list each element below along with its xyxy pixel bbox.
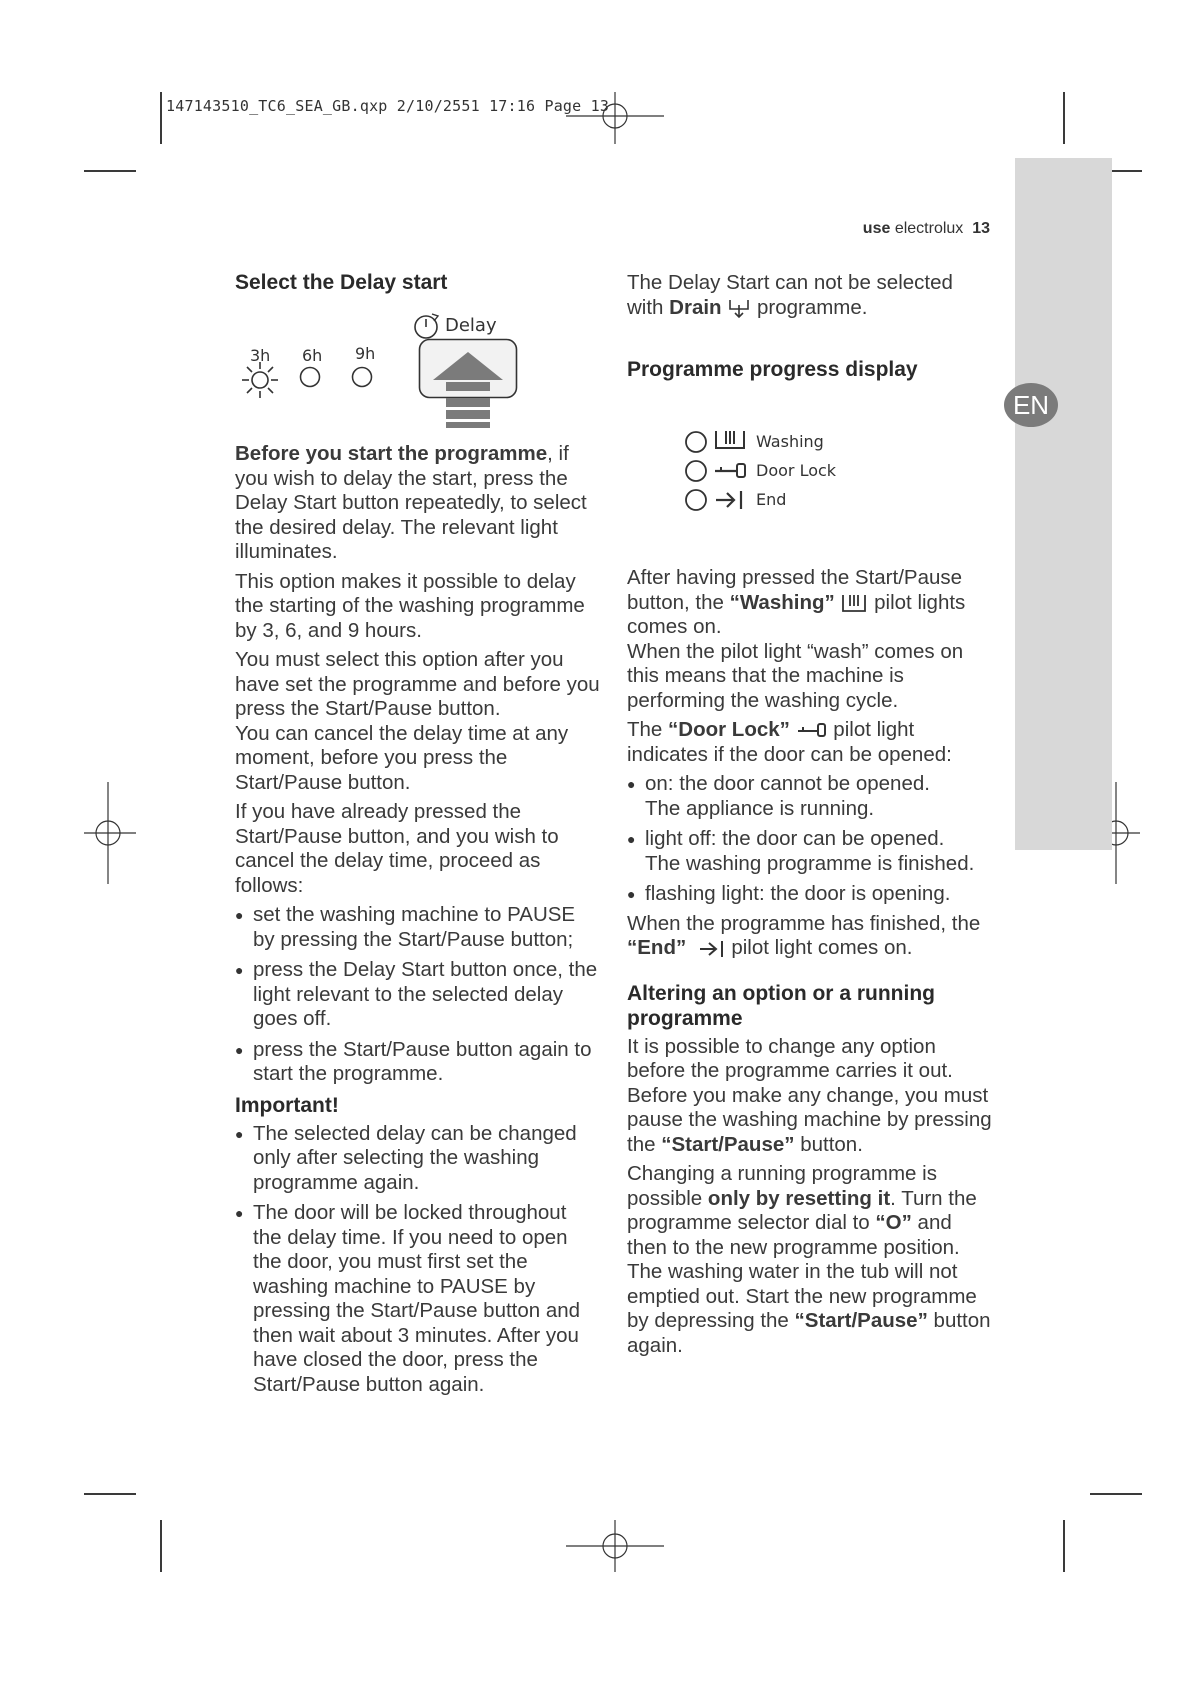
door-lock-paragraph bbox=[627, 718, 993, 767]
washing-text: After having pressed the Start/Pause button, the bbox=[627, 566, 963, 614]
washing-light-icon bbox=[683, 430, 709, 454]
step-item: ● set the washing machine to PAUSE by pressing the Start/Pause button; bbox=[235, 903, 600, 952]
dial-o-label: “O” bbox=[875, 1211, 912, 1234]
start-pause-label: “Start/Pause” bbox=[661, 1132, 795, 1156]
door-lock-text: The bbox=[627, 718, 669, 741]
delay-light-9h-icon bbox=[349, 364, 375, 390]
step-item: ● press the Start/Pause button again to start the programme. bbox=[235, 1038, 600, 1087]
side-tab-bar bbox=[1015, 158, 1112, 850]
page-number: 13 bbox=[972, 220, 990, 237]
progress-section-title: Programme progress display bbox=[627, 358, 918, 381]
door-state-item bbox=[627, 772, 993, 821]
crop-mark bbox=[1090, 1493, 1142, 1495]
door-state-line: light off: the door can be opened. bbox=[645, 827, 945, 850]
delay-section-title: Select the Delay start bbox=[235, 271, 448, 294]
important-item: ● The door will be locked throughout the delay time. If you need to open the door, you must first set the washing machine to PAUSE by pressing the Start/Pause button and then wait about 3 minutes. After you have closed the door, press the Start/Pause button again. bbox=[235, 1201, 600, 1397]
alter-section-title: Altering an option or a running programme bbox=[627, 981, 935, 1030]
drain-icon bbox=[727, 297, 751, 319]
delay-button[interactable] bbox=[418, 338, 520, 430]
reset-label: only by resetting it bbox=[707, 1186, 891, 1210]
delay-option-3h: 3h bbox=[250, 346, 271, 365]
intro-paragraph bbox=[235, 442, 600, 565]
end-text-end: pilot light comes on. bbox=[731, 936, 913, 959]
intro-text: , if you wish to delay the start, press the Delay Start button repeatedly, to select the desired delay. The relevant light illuminates. bbox=[235, 442, 587, 563]
door-lock-inline-icon bbox=[796, 722, 828, 740]
alter-text-end: button again. bbox=[627, 1309, 991, 1357]
end-paragraph bbox=[627, 912, 993, 961]
door-lock-text-end: pilot light indicates if the door can be opened: bbox=[627, 718, 952, 766]
door-state-item bbox=[627, 882, 993, 907]
washing-inline-icon bbox=[840, 592, 868, 614]
delay-option-6h: 6h bbox=[302, 346, 323, 365]
end-label: “End” bbox=[627, 936, 687, 959]
header-brand: electrolux bbox=[894, 220, 964, 237]
step-item: ● press the Delay Start button once, the light relevant to the selected delay goes off. bbox=[235, 958, 600, 1032]
delay-light-3h-lit-icon bbox=[240, 360, 280, 400]
delay-option-9h: 9h bbox=[355, 344, 376, 363]
indicator-label-end: End bbox=[756, 490, 787, 509]
crop-mark bbox=[160, 92, 162, 144]
end-icon bbox=[713, 488, 745, 512]
page-header bbox=[863, 220, 990, 238]
cancel-delay-paragraph: You can cancel the delay time at any moment, before you press the Start/Pause button. bbox=[235, 721, 569, 794]
alter-paragraph-1 bbox=[627, 1035, 993, 1158]
end-inline-icon bbox=[698, 938, 726, 960]
door-lock-label: “Door Lock” bbox=[668, 718, 790, 741]
end-text: When the programme has finished, the bbox=[627, 911, 981, 935]
drain-note-end: programme. bbox=[751, 295, 868, 319]
alter-text: Changing a running programme is possible bbox=[627, 1162, 937, 1210]
progress-explanation bbox=[627, 566, 993, 1358]
indicator-label-washing: Washing bbox=[756, 432, 824, 451]
language-tab: EN bbox=[1004, 383, 1058, 427]
delay-clock-icon bbox=[412, 312, 442, 340]
delay-button-label: Delay bbox=[445, 315, 497, 336]
end-light-icon bbox=[683, 488, 709, 512]
crop-mark bbox=[1063, 92, 1065, 144]
drain-note bbox=[627, 271, 993, 320]
alter-text: and then to the new programme position. The washing water in the tub will not emptied out. Start the new programme by depressing the bbox=[627, 1211, 977, 1332]
washing-label: “Washing” bbox=[729, 590, 835, 614]
delay-options-paragraph: This option makes it possible to delay the starting of the washing programme by 3, 6, and 9 hours. bbox=[235, 569, 585, 642]
door-state-item bbox=[627, 827, 993, 876]
washing-icon bbox=[713, 428, 747, 452]
alter-text: . Turn the programme selector dial to bbox=[627, 1186, 977, 1234]
indicator-label-door-lock: Door Lock bbox=[756, 461, 837, 480]
delay-instructions bbox=[235, 442, 600, 1397]
door-state-line: The appliance is running. bbox=[645, 796, 875, 820]
alter-paragraph-2 bbox=[627, 1162, 993, 1358]
door-state-line: flashing light: the door is opening. bbox=[645, 882, 951, 905]
wash-note-paragraph: When the pilot light “wash” comes on this means that the machine is performing the washing cycle. bbox=[627, 639, 964, 712]
delay-timing-paragraph: You must select this option after you have set the programme and before you press the Start/Pause button. bbox=[235, 648, 600, 720]
crop-mark bbox=[84, 170, 136, 172]
washing-text-end: pilot lights comes on. bbox=[627, 590, 966, 638]
print-slug: 147143510_TC6_SEA_GB.qxp 2/10/2551 17:16 Page 13 bbox=[166, 97, 610, 115]
important-title: Important! bbox=[235, 1093, 339, 1117]
delay-light-6h-icon bbox=[297, 364, 323, 390]
door-state-line: on: the door cannot be opened. bbox=[645, 772, 930, 795]
crop-mark bbox=[1063, 1520, 1065, 1572]
drain-note-text: The Delay Start can not be selected with bbox=[627, 271, 953, 319]
cancel-after-start-paragraph: If you have already pressed the Start/Pause button, and you wish to cancel the delay time, proceed as follows: bbox=[235, 800, 559, 897]
door-lock-icon bbox=[713, 461, 749, 481]
registration-mark-bottom bbox=[560, 1520, 670, 1576]
door-lock-light-icon bbox=[683, 459, 709, 483]
registration-mark-left bbox=[84, 778, 140, 888]
header-section: use bbox=[862, 220, 891, 237]
crop-mark bbox=[160, 1520, 162, 1572]
drain-label: Drain bbox=[669, 295, 722, 319]
alter-text: It is possible to change any option before the programme carries it out. Before you make any change, you must pause the washing machine by pressing the bbox=[627, 1034, 992, 1156]
crop-mark bbox=[84, 1493, 136, 1495]
important-item: ● The selected delay can be changed only after selecting the washing programme again. bbox=[235, 1122, 600, 1196]
intro-bold: Before you start the programme bbox=[235, 442, 548, 465]
alter-text-end: button. bbox=[794, 1132, 863, 1156]
door-state-line: The washing programme is finished. bbox=[645, 851, 975, 875]
start-pause-label: “Start/Pause” bbox=[794, 1309, 928, 1332]
washing-paragraph bbox=[627, 566, 993, 640]
